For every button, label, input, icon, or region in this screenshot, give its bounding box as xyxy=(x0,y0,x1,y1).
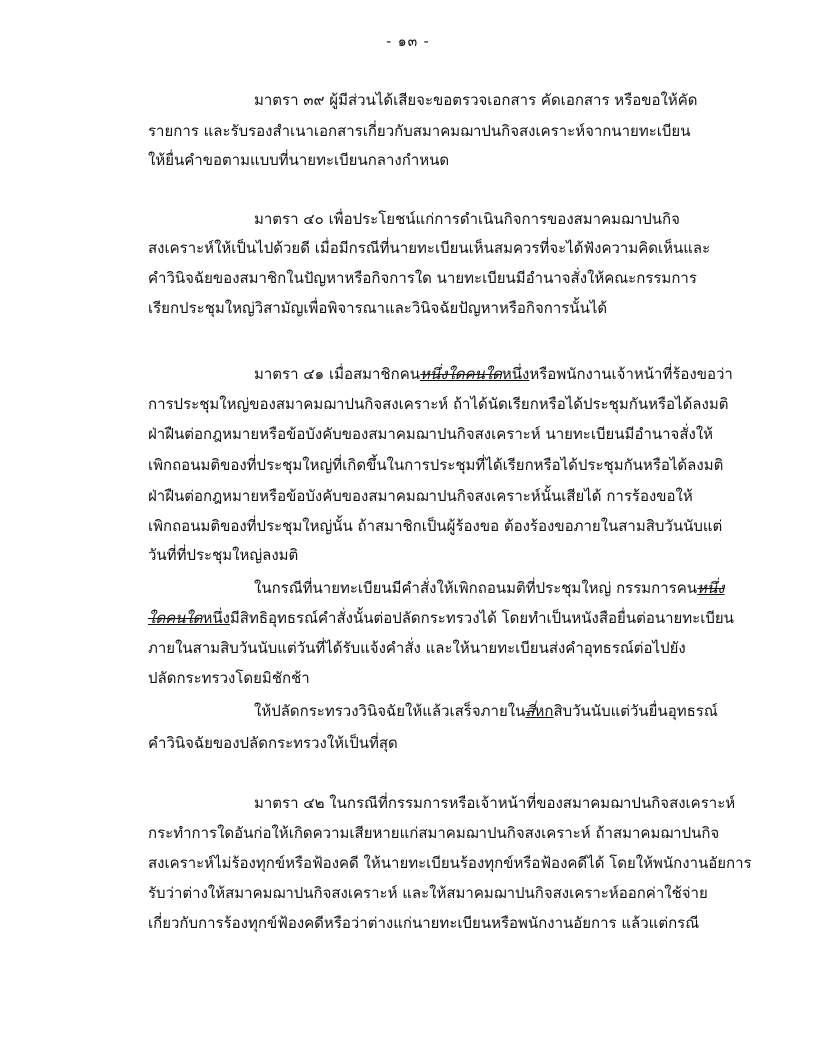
section-41-para2-line-1 xyxy=(254,578,724,598)
section-42-line-1: มาตรา ๔๒ ในกรณีที่กรรมการหรือเจ้าหน้าที่ของสมาคมฌาปนกิจสงเคราะห์ xyxy=(254,794,736,812)
section-41-line-2: การประชุมใหญ่ของสมาคมฌาปนกิจสงเคราะห์ ถ้าได้นัดเรียกหรือได้ประชุมกันหรือได้ลงมติ xyxy=(148,395,729,413)
amendment-strikethrough: ใดคน xyxy=(447,365,485,383)
section-41-text: ในกรณีที่นายทะเบียนมีคำสั่งให้เพิกถอนมติที่ประชุมใหญ่ กรรมการคน xyxy=(254,579,698,597)
amendment-strikethrough: ใด xyxy=(185,609,203,627)
section-41-text: มาตรา ๔๑ เมื่อสมาชิกคน xyxy=(254,365,420,383)
section-41-para3-line-2: คำวินิจฉัยของปลัดกระทรวงให้เป็นที่สุด xyxy=(148,734,398,752)
section-41-para3-line-1 xyxy=(254,701,718,721)
amendment-strikethrough: ใด xyxy=(484,365,502,383)
section-41-para2-line-4: ปลัดกระทรวงโดยมิชักช้า xyxy=(148,669,310,687)
amendment-strikethrough: สี่ xyxy=(525,702,535,720)
section-41-line-6: เพิกถอนมติของที่ประชุมใหญ่นั้น ถ้าสมาชิกเป็นผู้ร้องขอ ต้องร้องขอภายในสามสิบวันนับแต่ xyxy=(148,517,723,535)
section-41-line-7: วันที่ที่ประชุมใหญ่ลงมติ xyxy=(148,546,299,564)
section-41-para2-line-2 xyxy=(148,608,734,628)
section-40-line-1: มาตรา ๔๐ เพื่อประโยชน์แก่การดำเนินกิจการของสมาคมฌาปนกิจ xyxy=(254,210,680,228)
section-41-text: มีสิทธิอุทธรณ์คำสั่งนั้นต่อปลัดกระทรวงได้ โดยทำเป็นหนังสือยื่นต่อนายทะเบียน xyxy=(229,609,734,627)
amendment-strikethrough: หนึ่ง xyxy=(419,365,448,383)
section-40-line-2: สงเคราะห์ให้เป็นไปด้วยดี เมื่อมีกรณีที่นายทะเบียนเห็นสมควรที่จะได้ฟังความคิดเห็นและ xyxy=(148,239,711,257)
section-42-line-3: สงเคราะห์ไม่ร้องทุกข์หรือฟ้องคดี ให้นายทะเบียนร้องทุกข์หรือฟ้องคดีได้ โดยให้พนักงานอัยการ xyxy=(148,854,752,872)
section-42-line-5: เกี่ยวกับการร้องทุกข์ฟ้องคดีหรือว่าต่างแก่นายทะเบียนหรือพนักงานอัยการ แล้วแต่กรณี xyxy=(148,914,700,932)
amendment-underline: หก xyxy=(534,702,554,720)
section-40-line-3: คำวินิจฉัยของสมาชิกในปัญหาหรือกิจการใด นายทะเบียนมีอำนาจสั่งให้คณะกรรมการ xyxy=(148,269,697,287)
section-41-text: หรือพนักงานเจ้าหน้าที่ร้องขอว่า xyxy=(529,365,733,383)
section-41-line-1 xyxy=(254,364,733,384)
amendment-strikethrough: หนึ่ง xyxy=(697,579,725,597)
section-41-para2-line-3: ภายในสามสิบวันนับแต่วันที่ได้รับแจ้งคำสั่ง และให้นายทะเบียนส่งคำอุทธรณ์ต่อไปยัง xyxy=(148,639,686,657)
section-41-text: สิบวันนับแต่วันยื่นอุทธรณ์ xyxy=(553,702,718,720)
page-number: - ๑๓ - xyxy=(386,34,430,50)
section-39-line-1: มาตรา ๓๙ ผู้มีส่วนได้เสียจะขอตรวจเอกสาร คัดเอกสาร หรือขอให้คัด xyxy=(254,91,698,109)
section-42-line-4: รับว่าต่างให้สมาคมฌาปนกิจสงเคราะห์ และให้สมาคมฌาปนกิจสงเคราะห์ออกค่าใช้จ่าย xyxy=(148,884,708,902)
section-41-line-5: ฝ่าฝืนต่อกฎหมายหรือข้อบังคับของสมาคมฌาปนกิจสงเคราะห์นั้นเสียได้ การร้องขอให้ xyxy=(148,487,693,505)
amendment-underline: หนึ่ง xyxy=(202,609,230,627)
section-42-line-2: กระทำการใดอันก่อให้เกิดความเสียหายแก่สมาคมฌาปนกิจสงเคราะห์ ถ้าสมาคมฌาปนกิจ xyxy=(148,824,720,842)
section-41-line-4: เพิกถอนมติของที่ประชุมใหญ่ที่เกิดขึ้นในการประชุมที่ได้เรียกหรือได้ประชุมกันหรือได้ลงมติ xyxy=(148,456,724,474)
section-39-line-2: รายการ และรับรองสำเนาเอกสารเกี่ยวกับสมาคมฌาปนกิจสงเคราะห์จากนายทะเบียน xyxy=(148,122,691,140)
amendment-strikethrough: ใดคน xyxy=(148,609,186,627)
section-41-line-3: ฝ่าฝืนต่อกฎหมายหรือข้อบังคับของสมาคมฌาปนกิจสงเคราะห์ นายทะเบียนมีอำนาจสั่งให้ xyxy=(148,425,714,443)
section-41-text: ให้ปลัดกระทรวงวินิจฉัยให้แล้วเสร็จภายใน xyxy=(254,702,526,720)
section-39-line-3: ให้ยื่นคำขอตามแบบที่นายทะเบียนกลางกำหนด xyxy=(148,151,450,169)
amendment-underline: หนึ่ง xyxy=(501,365,530,383)
section-40-line-4: เรียกประชุมใหญ่วิสามัญเพื่อพิจารณาและวินิจฉัยปัญหาหรือกิจการนั้นได้ xyxy=(148,299,608,317)
